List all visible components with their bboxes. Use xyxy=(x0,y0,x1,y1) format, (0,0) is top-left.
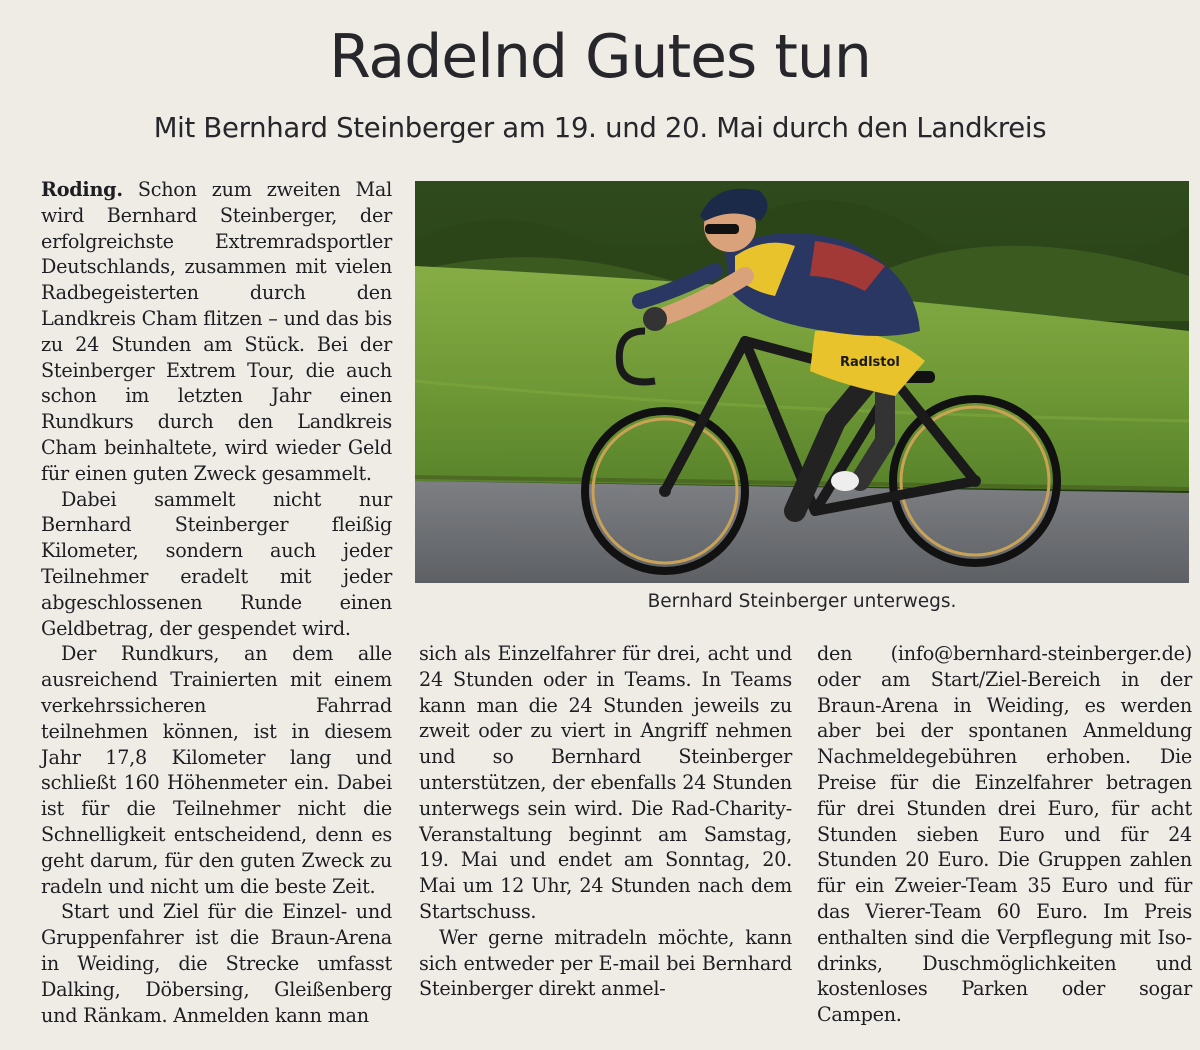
paragraph-2: Dabei sammelt nicht nur Bernhard Steinberger fleißig Kilometer, sondern auch jeder Teilnehmer eradelt mit jeder abgeschlossenen Runde einen Geldbetrag, der gespendet wird. xyxy=(41,487,392,640)
paragraph-1-text: Schon zum zweiten Mal wird Bernhard Steinberger, der erfolgreichste Extremradsportler Deutschlands, zusammen mit vielen Radbegeisterten durch den Landkreis Cham flitzen – und das bis zu 24 Stunden am Stück. Bei der Steinberger Extrem Tour, die auch schon im letzten Jahr einen Rundkurs durch den Landkreis Cham beinhaltete, wird wieder Geld für einen guten Zweck gesammelt. xyxy=(41,178,392,485)
article-column-1 xyxy=(41,177,392,1028)
paragraph-1 xyxy=(41,177,392,487)
article-column-2 xyxy=(419,641,792,1002)
cyclist-photo xyxy=(415,181,1189,583)
paragraph-3: Der Rundkurs, an dem alle ausreichend Trainierten mit einem verkehrssicheren Fahrrad teilnehmen können, ist in diesem Jahr 17,8 Kilometer lang und schließt 160 Höhenmeter ein. Dabei ist für die Teilnehmer nicht die Schnelligkeit entscheidend, denn es geht darum, für den guten Zweck zu radeln und nicht um die beste Zeit. xyxy=(41,642,392,898)
subheadline: Mit Bernhard Steinberger am 19. und 20. Mai durch den Landkreis xyxy=(153,112,1047,144)
jersey-logo: Radlstol xyxy=(840,355,900,370)
photo-caption: Bernhard Steinberger unterwegs. xyxy=(647,591,957,612)
dateline: Roding. xyxy=(41,178,123,201)
headline: Radelnd Gutes tun xyxy=(329,22,871,92)
paragraph-6: Wer gerne mitradeln möchte, kann sich entweder per E-mail bei Bernhard Steinberger direkt anmel- xyxy=(419,925,792,1001)
paragraph-5: sich als Einzelfahrer für drei, acht und 24 Stunden oder in Teams. In Teams kann man die 24 Stunden jeweils zu zweit oder zu viert in Angriff nehmen und so Bernhard Steinberger unterstützen, der ebenfalls 24 Stunden unterwegs sein wird. Die Rad-Charity-Veranstaltung beginnt am Samstag, 19. Mai und endet am Sonntag, 20. Mai um 12 Uhr, 24 Stunden nach dem Startschuss. xyxy=(419,642,792,923)
article-column-3 xyxy=(817,641,1192,1028)
paragraph-4: Start und Ziel für die Einzel- und Gruppenfahrer ist die Braun-Arena in Weiding, die Strecke umfasst Dalking, Döbersing, Gleißenberg und Ränkam. Anmelden kann man xyxy=(41,900,392,1027)
paragraph-7: den (info@bernhard-steinberger.de) oder am Start/Ziel-Bereich in der Braun-Arena in Weiding, es werden aber bei der spontanen Anmeldung Nachmeldegebühren erhoben. Die Preise für die Einzelfahrer betragen für drei Stunden drei Euro, für acht Stunden sieben Euro und für 24 Stunden 20 Euro. Die Gruppen zahlen für ein Zweier-Team 35 Euro und für das Vierer-Team 60 Euro. Im Preis enthalten sind die Verpflegung mit Iso-drinks, Duschmöglichkeiten und kostenloses Parken oder sogar Campen. xyxy=(817,642,1192,1027)
